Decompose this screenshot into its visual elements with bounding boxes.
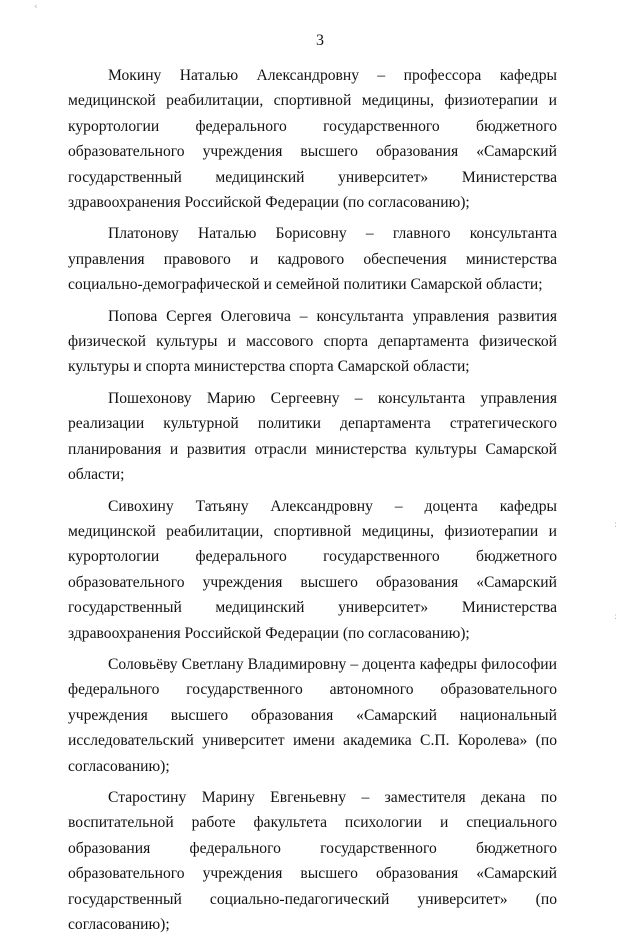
paragraph-platonova: Платонову Наталью Борисовну – главного консультанта управления правового и кадрового обеспечения министерства социально-демографической и семейной политики Самарской области; (68, 225, 557, 294)
margin-scan-mark: : (614, 612, 618, 622)
margin-scan-mark: : (614, 520, 618, 530)
paragraph-sivokhina: Сивохину Татьяну Александровну – доцента кафедры медицинской реабилитации, спортивной медицины, физиотерапии и курортологии федерального государственного бюджетного образовательного учреждения высшего образования «Самарский государственный медицинский университет» Министерства здравоохранения Российской Федерации (по согласованию); (68, 497, 557, 642)
paragraph-poshekhonova: Пошехонову Марию Сергеевну – консультанта управления реализации культурной политики департамента стратегического планирования и развития отрасли министерства культуры Самарской области; (68, 389, 557, 484)
page-number: 3 (316, 32, 324, 49)
paragraph-mokina: Мокину Наталью Александровну – профессора кафедры медицинской реабилитации, спортивной медицины, физиотерапии и курортологии федерального государственного бюджетного образовательного учреждения высшего образования «Самарский государственный медицинский университет» Министерства здравоохранения Российской Федерации (по согласованию); (68, 67, 557, 212)
paragraph-starostina: Старостину Марину Евгеньевну – заместителя декана по воспитательной работе факультета психологии и специального образования федерального государственного бюджетного образовательного учреждения высшего образования «Самарский государственный социально-педагогический университет» (по согласованию); (68, 788, 557, 933)
paragraph-solovyova: Соловьёву Светлану Владимировну – доцента кафедры философии федерального государственного автономного образовательного учреждения высшего образования «Самарский национальный исследовательский университет имени академика С.П. Королева» (по согласованию); (68, 655, 557, 775)
paragraph-popov: Попова Сергея Олеговича – консультанта управления развития физической культуры и массового спорта департамента физической культуры и спорта министерства спорта Самарской области; (68, 307, 557, 376)
margin-scan-mark: ‹ (34, 2, 38, 12)
document-body (68, 63, 557, 943)
